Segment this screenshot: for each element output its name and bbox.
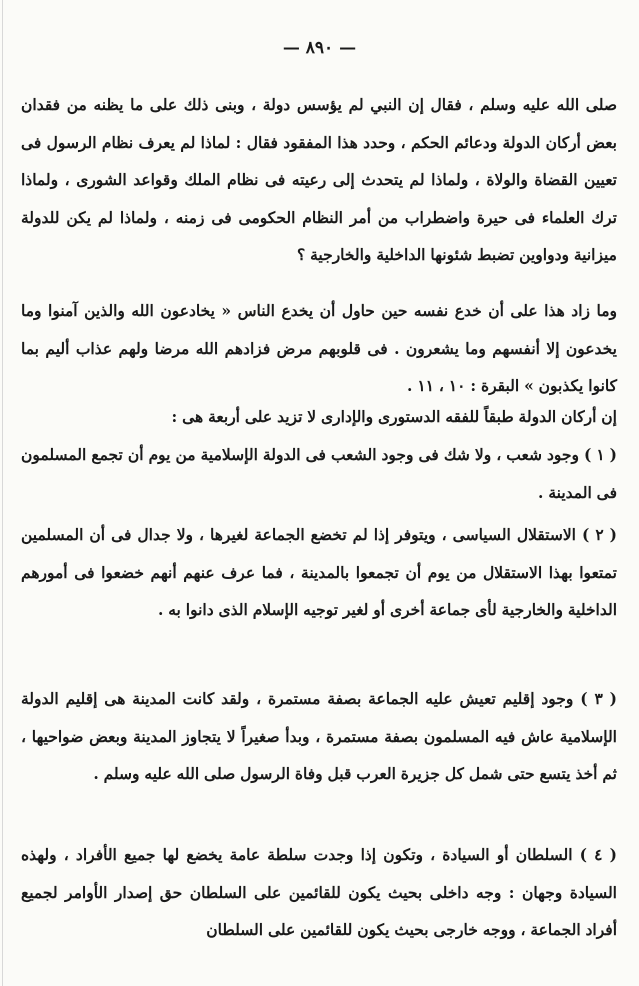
paragraph-5: ( ٢ ) الاستقلال السياسى ، ويتوفر إذا لم تخضع الجماعة لغيرها ، ولا جدال فى أن المسلمين تمتعوا بهذا الاستقلال من يوم أن تجمعوا بالمدينة ، فما عرف عنهم أنهم خضعوا فى أمورهم الداخلية والخارجية لأى جماعة أخرى أو لغير توجيه الإسلام الذى دانوا به . [21,525,617,620]
paragraph-2: وما زاد هذا على أن خدع نفسه حين حاول أن يخدع الناس « يخادعون الله والذين آمنوا وما يخدعون إلا أنفسهم وما يشعرون . فى قلوبهم مرض فزادهم الله مرضا ولهم عذاب أليم بما كانوا يكذبون » البقرة : ١٠ ، ١١ . [21,301,617,396]
page-number: — ٨٩٠ — [282,38,357,58]
scan-edge-line [2,0,3,986]
paragraph-1: صلى الله عليه وسلم ، فقال إن النبي لم يؤسس دولة ، وبنى ذلك على ما يظنه من فقدان بعض أركان الدولة ودعائم الحكم ، وحدد هذا المفقود فقال : لماذا لم يعرف نظام الرسول فى تعيين القضاة والولاة ، ولماذا لم يتحدث إلى رعيته فى نظام الملك وقواعد الشورى ، ولماذا ترك العلماء فى حيرة واضطراب من أمر النظام الحكومى فى زمنه ، ولماذا لم يكن للدولة ميزانية ودواوين تضبط شئونها الداخلية والخارجية ؟ [21,95,617,265]
paragraph-4: ( ١ ) وجود شعب ، ولا شك فى وجود الشعب فى الدولة الإسلامية من يوم أن تجمع المسلمون فى المدينة . [21,445,618,502]
paragraph-3: إن أركان الدولة طبقاً للفقه الدستورى والإدارى لا تزيد على أربعة هى : [171,407,617,426]
paragraph-7: ( ٤ ) السلطان أو السيادة ، وتكون إذا وجدت سلطة عامة يخضع لها جميع الأفراد ، ولهذه السيادة وجهان : وجه داخلى بحيث يكون للقائمين على السلطان حق إصدار الأوامر لجميع أفراد الجماعة ، ووجه خارجى بحيث يكون للقائمين على السلطان [21,845,617,940]
paragraph-6: ( ٣ ) وجود إقليم تعيش عليه الجماعة بصفة مستمرة ، ولقد كانت المدينة هى إقليم الدولة الإسلامية عاش فيه المسلمون بصفة مستمرة ، وبدأ صغيراً لا يتجاوز المدينة وبعض ضواحيها ، ثم أخذ يتسع حتى شمل كل جزيرة العرب قبل وفاة الرسول صلى الله عليه وسلم . [21,689,617,784]
